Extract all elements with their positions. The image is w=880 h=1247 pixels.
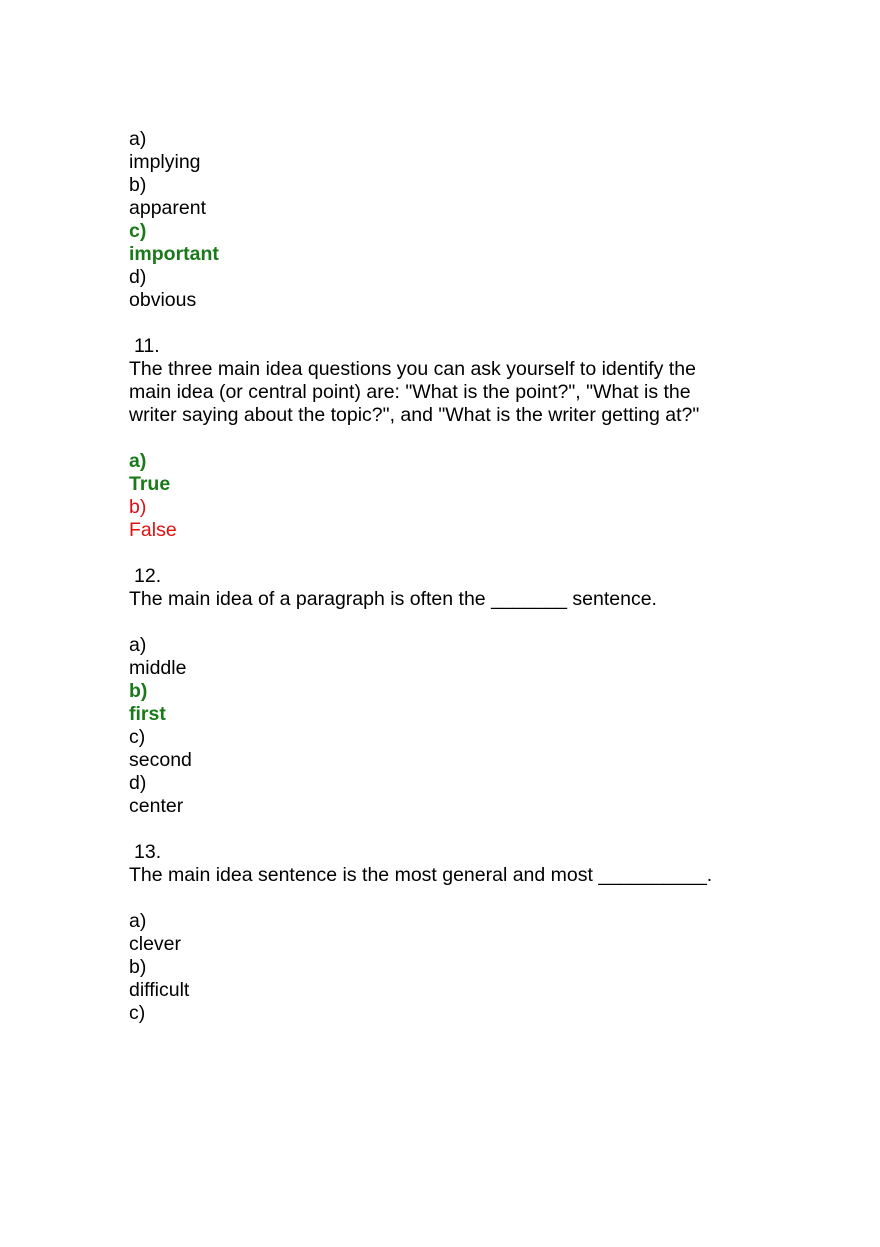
option-label: b) [129, 174, 147, 196]
option-label-wrong: b) [129, 496, 147, 518]
option-label: a) [129, 128, 147, 150]
option-label: d) [129, 772, 147, 794]
option-label: d) [129, 266, 147, 288]
option-label: a) [129, 634, 147, 656]
option-text: difficult [129, 979, 190, 1001]
quiz-page [129, 128, 809, 1025]
option-text: middle [129, 657, 187, 679]
question-number: 12. [134, 565, 162, 587]
option-text: obvious [129, 289, 197, 311]
option-label-correct: b) [129, 680, 148, 702]
option-label: a) [129, 910, 147, 932]
option-text: center [129, 795, 184, 817]
question-text: The main idea of a paragraph is often the _______ sentence. [129, 588, 657, 610]
question-13 [129, 841, 809, 1025]
question-number: 11. [134, 335, 160, 357]
question-number: 13. [134, 841, 162, 863]
option-text: apparent [129, 197, 206, 219]
question-text: The three main idea questions you can ask yourself to identify the main idea (or central point) are: "What is the point?", "What is the writer saying about the topic?", and "What is the writer getting at?" [129, 358, 700, 426]
question-text: The main idea sentence is the most general and most __________. [129, 864, 713, 886]
option-label: c) [129, 1002, 146, 1024]
option-text-correct: important [129, 243, 219, 265]
option-text-correct: first [129, 703, 166, 725]
option-label: b) [129, 956, 147, 978]
option-label-correct: a) [129, 450, 147, 472]
option-text: implying [129, 151, 201, 173]
option-text-correct: True [129, 473, 171, 495]
option-label: c) [129, 726, 146, 748]
question-11 [129, 335, 809, 542]
option-text: clever [129, 933, 182, 955]
option-label-correct: c) [129, 220, 147, 242]
option-text-wrong: False [129, 519, 177, 541]
question-12 [129, 565, 809, 818]
question-10-options [129, 128, 809, 312]
option-text: second [129, 749, 192, 771]
